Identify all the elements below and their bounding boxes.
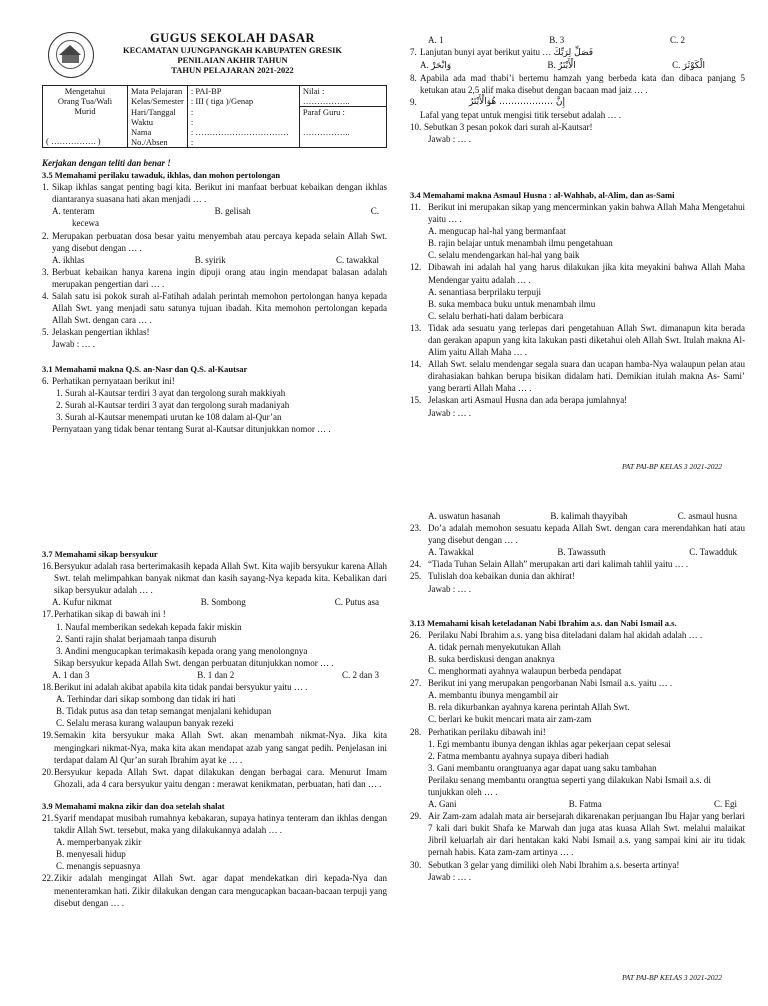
question-1: 1. Sikap ikhlas sangat penting bagi kita. Berikut ini manfaat berbuat kebaikan dengan ikhlas diantaranya suasana hati akan menjadi … . [42,182,387,205]
question-27: 27. Berikut ini yang merupakan pengorbanan Nabi Ismail a.s. yaitu … . [410,678,673,689]
question-text: “Tiada Tuhan Selain Allah” merupakan arti dari kalimah tahlil yaitu … . [428,559,689,570]
statement: 3. Gani membantu orangtuanya agar dapat uang saku tambahan [428,762,657,773]
left-column [42,157,387,435]
statement: 1. Naufal memberikan sedekah kepada fakir miskin [56,621,242,632]
question-text: Berbuat kebaikan hanya karena ingin dipuji orang atau ingin mendapat balasan adalah merupakan pengertian dari … . [52,266,387,289]
question-text: Bersyukur kepada Allah Swt. dapat dilakukan dengan berbagai cara. Menurut Imam Ghozali, ada 4 cara bersyukur yaitu dengan : merawat kenikmatan, perbuatan, hati dan … . [54,766,387,789]
question-30: 30. Sebutkan 3 gelar yang dimiliki oleh Nabi Ibrahim a.s. beserta artinya! [410,859,680,870]
option: A. ikhlas [52,254,85,265]
option: A. uswatun hasanah [428,511,501,521]
question-23: 23. Do’a adalah memohon sesuatu kepada Allah Swt. dengan cara merendahkan hati atau yang disebut dengan … . [410,523,745,546]
question-text: Perilaku Nabi Ibrahim a.s. yang bisa diteladani dalam hal akidah adalah … . [428,629,703,640]
section-heading: 3.7 Memahami sikap bersyukur [42,549,158,559]
option: A. Tawakkal [428,547,474,558]
question-22-options [410,510,745,522]
question-text: Jelaskan arti Asmaul Husna dan ada berapa jumlahnya! [428,395,628,406]
question-text: Do’a adalah memohon sesuatu kepada Allah Swt. dengan cara merendahkan hati atau yang disebut dengan … . [428,523,745,546]
question-2-options [42,254,387,266]
question-24: 24. “Tiada Tuhan Selain Allah” merupakan arti dari kalimah tahlil yaitu … . [410,559,689,570]
option: A. Gani [428,799,457,810]
question-1-options [42,205,387,217]
info-value: : [187,117,299,127]
question-23-options [410,546,745,558]
teacher-sign-label: Paraf Guru : [299,107,386,118]
option: A. [420,60,429,71]
answer-line: Jawab : … . [52,339,95,350]
question-28: 28. Perhatikan perilaku dibawah ini! [410,726,546,737]
question-4: 4. Salah satu isi pokok surah al-Fatihah adalah perintah memohon pertolongan hanya kepada Allah Swt. yang menjadi satu satunya tujuan ibadah. Kita memohon pertolongan kepada Allah Swt. dengan cara … . [42,291,387,326]
district-name: KECAMATAN UJUNGPANGKAH KABUPATEN GRESIK [122,45,343,55]
question-25: 25. Tulislah doa kebaikan dunia dan akhirat! [410,571,575,582]
teacher-sign-blank: …………….. [299,127,386,137]
option: C. Putus asa [334,597,379,608]
score-label: Nilai : [299,86,386,97]
question-15: 15. Jelaskan arti Asmaul Husna dan ada berapa jumlahnya! [410,395,628,406]
statement: 1. Surah al-Kautsar terdiri 3 ayat dan tergolong surah makkiyah [56,387,286,398]
score-blank: …………….. [299,96,386,107]
section-heading: 3.5 Memahami perilaku tawaduk, ikhlas, dan mohon pertolongan [42,170,281,181]
question-text: Tulislah doa kebaikan dunia dan akhirat! [428,571,575,582]
option: B. 1 dan 2 [197,669,235,680]
question-text: Lafal yang tepat untuk mengisi titik tersebut adalah … . [420,109,621,120]
option: C. Tawadduk [689,547,737,558]
section-heading: 3.9 Memahami makna zikir dan doa setelah shalat [42,800,225,811]
question-text: Zikir adalah mengingat Allah Swt. agar dapat mendekatkan diri kepada-Nya dan menenteramkan hati. Zikir dilakukan dengan cara mengucapkan bacaan-bacaan terpuji yang disebut dengan … . [54,873,387,908]
option-continuation: kecewa [72,218,99,229]
question-text: Berikut ini yang merupakan pengorbanan Nabi Ismail a.s. yaitu … . [428,678,673,689]
question-text: Sikap bersyukur kepada Allah Swt. dengan perbuatan ditunjukkan nomor … . [54,657,334,668]
section-heading: 3.4 Memahami makna Asmaul Husna : al-Wahhab, al-Alim, dan as-Sami [410,189,675,200]
info-label: Waktu [128,117,188,127]
option: B. syirik [194,254,226,265]
question-text: Bersyukur adalah rasa berterimakasih kepada Allah Swt. Kita wajib bersyukur karena Allah Swt. telah melimpahkan banyak nikmat dan kasih sayang-Nya kepada kita. Kebalikan dari sikap bersyukur adalah … . [54,561,387,596]
question-16: 16. Bersyukur adalah rasa berterimakasih kepada Allah Swt. Kita wajib bersyukur karena Allah Swt. telah melimpahkan banyak nikmat dan kasih sayang-Nya kepada kita. Kebalikan dari sikap bersyukur adalah … . [42,561,387,596]
option: A. 1 [428,35,444,45]
question-text: Perilaku senang membantu orangtua seperti yang dilakukan Nabi Ismail a.s. di tunjukkan oleh … . [428,774,711,797]
info-label: Kelas/Semester [128,96,188,107]
question-text: Sebutkan 3 gelar yang dimiliki oleh Nabi Ibrahim a.s. beserta artinya! [428,859,680,870]
section-heading: 3.13 Memahami kisah keteladanan Nabi Ibrahim a.s. dan Nabi Ismail a.s. [410,617,677,628]
option: A. tidak pernah menyekutukan Allah [428,641,561,652]
answer-line: Jawab : … . [428,133,471,144]
statement: 2. Surah al-Kautsar terdiri 3 ayat dan tergolong surah madaniyah [56,399,290,410]
arabic-option: الْأَبْتَرُ [557,61,576,72]
question-18: 18. Berikut ini adalah akibat apabila kita tidak pandai bersyukur yaitu … . [42,682,308,693]
question-text: Sikap ikhlas sangat penting bagi kita. Berikut ini manfaat berbuat kebaikan dengan ikhlas diantaranya suasana hati akan menjadi … . [52,182,387,205]
question-16-options [42,596,387,608]
info-label: No./Absen [128,137,188,148]
option: B. Sombong [200,597,246,608]
page-footer: PAT PAI-BP KELAS 3 2021-2022 [622,462,723,471]
option: B. suka membaca buku untuk menambah ilmu [428,298,596,309]
option: B. gelisah [214,206,251,217]
question-17-options [42,669,387,681]
option: C. [672,60,681,71]
right-column [410,510,745,883]
teacher-sign-bottom [299,137,386,148]
option: B. suka berdiskusi dengan anaknya [428,653,555,664]
arabic-verse: فَصَلِّ لِرَبِّكَ [553,48,594,59]
option: B. Tidak putus asa dan tetap semangat menjalani kehidupan [56,706,272,717]
question-11: 11. Berikut ini merupakan sikap yang mencerminkan yakin bahwa Allah Maha Mengetahui yaitu … . [410,201,745,225]
question-text: Apabila ada mad thabi’i bertemu hamzah yang berbeda kata dan dibaca panjang 5 ketukan atau 2,5 alif maka disebut dengan bacaan mad jaiz … . [420,73,745,96]
question-text: Merupakan perbuatan dosa besar yaitu menyembah atau percaya kepada selain Allah Swt. yang disebut dengan … . [52,230,387,253]
question-text: Berikut ini adalah akibat apabila kita tidak pandai bersyukur yaitu … . [54,682,308,693]
option: C. 2 dan 3 [342,669,379,680]
question-text: Berikut ini merupakan sikap yang mencerminkan yakin bahwa Allah Maha Mengetahui yaitu … . [428,201,745,225]
sign-label: Orang Tua/Wali [57,96,113,106]
arabic-option: الْكَوْثَرَ [682,61,705,72]
right-column [410,34,745,419]
statement: 1. Egi membantu ibunya dengan ikhlas agar pekerjaan cepat selesai [428,738,671,749]
question-17: 17. Perhatikan sikap di bawah ini ! [42,609,166,620]
option: C. selalu berhati-hati dalam berbicara [428,310,564,321]
option: A. memperbanyak zikir [56,837,142,848]
info-label: Mata Pelajaran [128,86,188,97]
instruction: Kerjakan dengan teliti dan benar ! [42,158,171,168]
option: C. tawakkal [335,254,379,265]
student-info-table [42,85,387,148]
gresik-regency-emblem-icon [48,32,94,78]
option: C. Selalu merasa kurang walaupun banyak rezeki [56,718,234,729]
question-text: Salah satu isi pokok surah al-Fatihah adalah perintah memohon pertolongan hanya kepada Allah Swt. yang menjadi satu satunya tujuan ibadah. Kita memohon pertolongan kepada Allah Swt. dengan cara … . [52,291,387,326]
arabic-option: وَانْحَرْ [431,61,452,72]
question-text: Syarif mendapat musibah rumahnya kebakaran, supaya hatinya tenteram dan ikhlas dengan takdir Allah Swt. tersebut, maka yang dilakukannya adalah … . [54,812,387,836]
option: C. berlari ke bukit mencari mata air zam-zam [428,714,592,725]
option: A. Kufur nikmat [52,597,112,608]
question-text: Tidak ada sesuatu yang terlepas dari pengetahuan Allah Swt. dimanapun kita berada dan gerakan apapun yang kita lakukan pasti diketahui oleh Allah Swt. Itulah makna Al-Alim yaitu Allah Maha … . [428,322,745,358]
question-13: 13. Tidak ada sesuatu yang terlepas dari pengetahuan Allah Swt. dimanapun kita berada dan gerakan apapun yang kita lakukan pasti diketahui oleh Allah Swt. Itulah makna Al-Alim yaitu Allah Maha … . [410,322,745,358]
left-column [42,548,387,909]
option: A. senantiasa berprilaku terpuji [428,286,541,297]
question-6-options [410,34,745,46]
option: C. [370,206,379,217]
answer-line: Jawab : … . [428,871,471,882]
teacher-sign-space [299,117,386,127]
question-text: Dibawah ini adalah hal yang harus dilakukan jika kita meyakini bahwa Allah Maha Mendengar yaitu adalah … . [428,262,745,285]
exam-header [100,31,365,75]
statement: 2. Fatma membantu ayahnya supaya diberi hadiah [428,750,609,761]
option: B. Fatma [568,799,602,810]
school-name: GUGUS SEKOLAH DASAR [149,31,316,45]
question-7-options [410,59,745,72]
question-20: 20. Bersyukur kepada Allah Swt. dapat dilakukan dengan berbagai cara. Menurut Imam Ghozali, ada 4 cara bersyukur yaitu dengan : merawat kenikmatan, perbuatan, hati dan … . [42,766,387,789]
info-value: : III ( tiga )/Genap [187,96,299,107]
sign-label: Murid [74,106,96,116]
option: C. 2 [669,35,685,45]
exam-name: PENILAIAN AKHIR TAHUN [177,55,288,65]
sign-blank: ( ……………. ) [46,136,101,146]
option: A. membantu ibunya mengambil air [428,690,559,701]
sign-label: Mengetahui [64,86,106,96]
option: A. tenteram [52,206,95,217]
page-footer: PAT PAI-BP KELAS 3 2021-2022 [622,973,723,982]
statement: 3. Andini mengucapkan terimakasih kepada orang yang menolongnya [56,645,308,656]
option: A. mengucap hal-hal yang bermanfaat [428,226,566,237]
option: C. selalu mendengarkan hal-hal yang baik [428,250,580,261]
question-22: 22. Zikir adalah mengingat Allah Swt. agar dapat mendekatkan diri kepada-Nya dan menenteramkan hati. Zikir dilakukan dengan cara mengucapkan bacaan-bacaan terpuji yang disebut dengan … . [42,873,387,908]
parent-signature-cell [43,86,128,148]
option: B. [547,60,556,71]
school-year: TAHUN PELAJARAN 2021-2022 [171,65,294,75]
question-text: Sebutkan 3 pesan pokok dari surah al-Kautsar! [424,121,593,132]
question-text: Semakin kita bersyukur maka Allah Swt. akan menambah nikmat-Nya. Jika kita mengingkari nikmat-Nya, maka kita akan mendapat azab yang sangat pedih. Penjelasan ini terdapat dalam Al Qur’an surah Ibrahim ayat ke … . [54,730,387,765]
option: A. Terhindar dari sikap sombong dan tidak iri hati [56,694,236,705]
question-7: 7. Lanjutan bunyi ayat berikut yaitu … فَصَلِّ لِرَبِّكَ [410,47,594,59]
exam-page-1 [0,0,768,500]
option: B. menyesali hidup [56,849,126,860]
question-text: Pernyataan yang tidak benar tentang Surat al-Kautsar ditunjukkan nomor … . [52,423,331,434]
question-10: 10. Sebutkan 3 pesan pokok dari surah al-Kautsar! [410,121,593,132]
question-text: Perhatikan sikap di bawah ini ! [54,609,166,620]
question-9: 9. إِنَّ ……………… هُوَالْأَبْتَرُ [410,96,745,108]
question-2: 2. Merupakan perbuatan dosa besar yaitu menyembah atau percaya kepada selain Allah Swt. yang disebut dengan … . [42,230,387,253]
option: B. Tawassuth [557,547,606,558]
question-text: Allah Swt. selalu mendengar segala suara dan ucapan hamba-Nya walaupun pelan atau dirahasiakan bahkan berupa bisikan didalam hati. Demikian itulah makna As- Sami’ yang berarti Allah Maha … . [428,359,745,394]
question-12: 12. Dibawah ini adalah hal yang harus dilakukan jika kita meyakini bahwa Allah Maha Mendengar yaitu adalah … . [410,262,745,285]
question-14: 14. Allah Swt. selalu mendengar segala suara dan ucapan hamba-Nya walaupun pelan atau dirahasiakan bahkan berupa bisikan didalam hati. Demikian itulah makna As- Sami’ yang berarti Allah Maha … . [410,359,745,394]
question-text: Jelaskan pengertian ikhlas! [52,327,150,338]
question-26: 26. Perilaku Nabi Ibrahim a.s. yang bisa diteladani dalam hal akidah adalah … . [410,629,703,640]
question-text: Lanjutan bunyi ayat berikut yaitu … [420,47,554,58]
option: B. 3 [549,35,565,45]
info-label: Hari/Tanggal [128,107,188,118]
option: B. kalimah thayyibah [550,511,628,521]
section-heading: 3.1 Memahami makna Q.S. an-Nasr dan Q.S. al-Kautsar [42,363,248,374]
statement: 3. Surah al-Kautsar menempati urutan ke 108 dalam al-Qur’an [56,411,282,422]
question-6: 6. Perhatikan pernyataan berikut ini! [42,375,175,386]
info-value: : [187,137,299,148]
answer-line: Jawab : … . [428,583,471,594]
question-text: Perhatikan pernyataan berikut ini! [52,375,175,386]
question-text: Air Zam-zam adalah mata air bersejarah dikarenakan perjuangan Ibu Hajar yang berlari 7 kali dari bukit Shafa ke Marwah dan juga atas kuasa Allah Swt. melalui malaikat Jibril keluarlah air dari hentakan kaki Nabi Ismail a.s. yang sampai kini air itu tidak pernah habis. Kata zam-zam artinya … . [428,811,745,858]
info-value: : [187,107,299,118]
option: C. asmaul husna [677,511,737,521]
option: B. rela dikurbankan ayahnya karena perintah Allah Swt. [428,702,630,713]
option: C. Egi [713,799,737,810]
option: C. menghormati ayahnya walaupun berbeda pendapat [428,666,622,677]
answer-line: Jawab : … . [428,407,471,418]
question-21: 21. Syarif mendapat musibah rumahnya kebakaran, supaya hatinya tenteram dan ikhlas dengan takdir Allah Swt. tersebut, maka yang dilakukannya adalah … . [42,812,387,836]
question-28-options [410,798,745,810]
question-5: 5. Jelaskan pengertian ikhlas! [42,327,150,338]
option: B. rajin belajar untuk menambah ilmu pengetahuan [428,238,613,249]
question-3: 3. Berbuat kebaikan hanya karena ingin dipuji orang atau ingin mendapat balasan adalah merupakan pengertian dari … . [42,266,387,289]
info-label: Nama [128,127,188,137]
statement: 2. Santi rajin shalat berjamaah tanpa disuruh [56,633,217,644]
arabic-verse: إِنَّ ……………… هُوَالْأَبْتَرُ [468,97,565,108]
question-text: Perhatikan perilaku dibawah ini! [428,726,546,737]
question-29: 29. Air Zam-zam adalah mata air bersejarah dikarenakan perjuangan Ibu Hajar yang berlari 7 kali dari bukit Shafa ke Marwah dan juga atas kuasa Allah Swt. melalui malaikat Jibril keluarlah air dari hentakan kaki Nabi Ismail a.s. yang sampai kini air itu tidak pernah habis. Kata zam-zam artinya … . [410,811,745,858]
option: C. menangis sepuasnya [56,861,141,872]
info-value: : …………………………… [187,127,299,137]
exam-page-2 [0,500,768,1006]
question-8: 8. Apabila ada mad thabi’i bertemu hamzah yang berbeda kata dan dibaca panjang 5 ketukan atau 2,5 alif maka disebut dengan bacaan mad jaiz … . [410,73,745,96]
info-value: : PAI-BP [187,86,299,97]
question-19: 19. Semakin kita bersyukur maka Allah Swt. akan menambah nikmat-Nya. Jika kita mengingkari nikmat-Nya, maka kita akan mendapat azab yang sangat pedih. Penjelasan ini terdapat dalam Al Qur’an surah Ibrahim ayat ke … . [42,730,387,765]
option: A. 1 dan 3 [52,669,90,680]
